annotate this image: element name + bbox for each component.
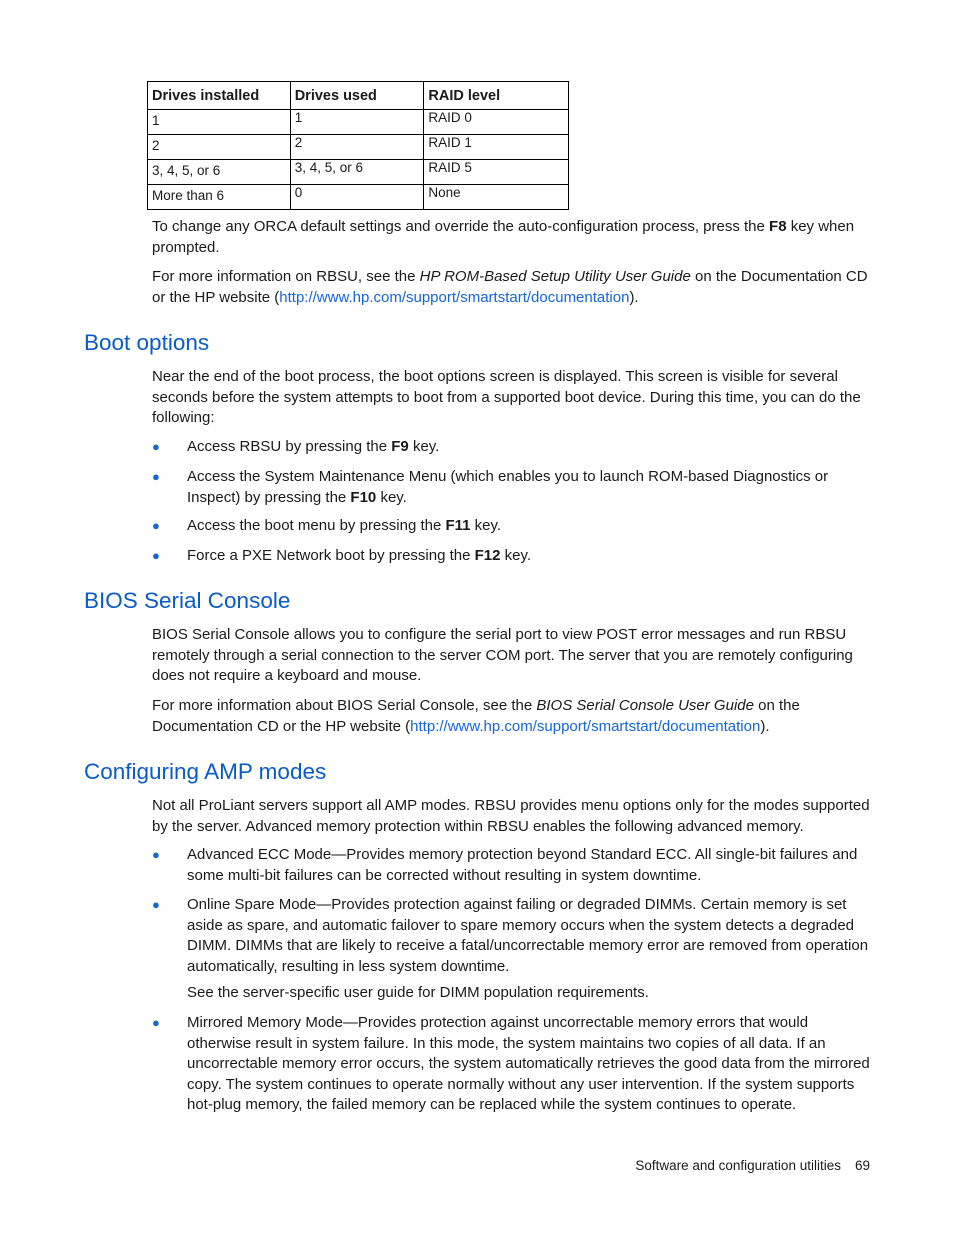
text-segment: For more information about BIOS Serial Console, see the [152,697,537,714]
text-segment: For more information on RBSU, see the [152,268,420,285]
bios-serial-info-paragraph [152,696,872,737]
guide-title: HP ROM-Based Setup Utility User Guide [419,268,691,285]
bullet-icon: ● [152,548,160,563]
key-label: F8 [769,218,787,235]
list-item-text [187,467,872,508]
list-item-text: Mirrored Memory Mode—Provides protection against uncorrectable memory errors that would otherwise result in system failure. In this mode, the system maintains two copies of all data. If an uncorrectable memory error occurs, the system automatically retrieves the good data from the mirrored copy. The system continues to operate normally without any user intervention. If the system supports hot-plug memory, the failed memory can be replaced while the system continues to operate. [187,1014,870,1113]
text-segment: Force a PXE Network boot by pressing the [187,547,475,564]
boot-options-paragraph: Near the end of the boot process, the boot options screen is displayed. This screen is visible for several seconds before the system attempts to boot from a supported boot device. During this time, you can do the following: [152,368,861,426]
key-label: F11 [445,517,471,534]
text-segment: ). [629,288,639,306]
configuring-amp-modes-heading: Configuring AMP modes [84,759,327,784]
table-row [148,110,569,135]
footer-section-title: Software and configuration utilities [635,1158,841,1173]
key-label: F9 [391,438,409,455]
table-cell: 0 [290,185,424,210]
table-cell: 1 [290,110,424,135]
list-item-text [187,437,872,458]
bullet-icon: ● [152,897,160,912]
page-number: 69 [854,1158,870,1173]
text-segment: ). [760,717,770,735]
bullet-icon: ● [152,439,160,454]
table-cell: RAID 5 [424,160,569,185]
text-segment: Access RBSU by pressing the [187,438,392,455]
text-segment: To change any ORCA default settings and override the auto-configuration process, press the [152,218,770,235]
hp-documentation-link[interactable]: http://www.hp.com/support/smartstart/documentation [279,288,630,306]
bullet-icon: ● [152,469,160,484]
text-segment: key when prompted. [152,218,855,256]
page-footer [635,1158,870,1173]
table-row [148,185,569,210]
list-item-text [187,546,872,567]
list-item-text [187,516,872,537]
text-segment: Access the System Maintenance Menu (which enables you to launch ROM-based Diagnostics or Inspect) by pressing the [187,468,829,506]
key-label: F10 [350,488,377,506]
bullet-icon: ● [152,518,160,533]
raid-table [147,81,569,210]
text-segment: Access the boot menu by pressing the [187,517,446,534]
table-cell: 2 [148,135,291,160]
bullet-icon: ● [152,1015,160,1030]
table-header: Drives used [290,82,424,110]
bios-serial-console-heading: BIOS Serial Console [84,588,291,613]
table-cell: 3, 4, 5, or 6 [148,160,291,185]
table-row [148,160,569,185]
list-item-text: Online Spare Mode—Provides protection against failing or degraded DIMMs. Certain memory is set aside as spare, and automatic failover to spare memory occurs when the system detects a degraded DIMM. DIMMs that are likely to receive a fatal/uncorrectable memory error are removed from operation automatically, resulting in less system downtime. [187,896,869,975]
bullet-icon: ● [152,847,160,862]
online-spare-note: See the server-specific user guide for DIMM population requirements. [187,984,649,1001]
text-segment: key. [470,517,502,534]
rbsu-info-paragraph [152,267,872,308]
key-label: F12 [474,547,501,564]
bios-serial-paragraph: BIOS Serial Console allows you to configure the serial port to view POST error messages and run RBSU remotely through a serial connection to the server COM port. The server that you are remotely configuring does not require a keyboard and mouse. [152,626,853,684]
table-header: RAID level [424,82,569,110]
boot-options-heading: Boot options [84,330,210,355]
table-cell: More than 6 [148,185,291,210]
table-row [148,135,569,160]
text-segment: key. [408,438,440,455]
text-segment: key. [500,547,532,564]
table-cell: RAID 1 [424,135,569,160]
table-cell: None [424,185,569,210]
text-segment: key. [376,488,407,506]
amp-paragraph: Not all ProLiant servers support all AMP modes. RBSU provides menu options only for the modes supported by the server. Advanced memory protection within RBSU enables the following advanced memory. [152,797,870,835]
orca-paragraph [152,217,872,258]
table-cell: RAID 0 [424,110,569,135]
list-item-text: Advanced ECC Mode—Provides memory protection beyond Standard ECC. All single-bit failures and some multi-bit failures can be corrected without resulting in system downtime. [187,846,858,884]
guide-title: BIOS Serial Console User Guide [536,697,754,714]
table-header-row [148,82,569,110]
table-cell: 2 [290,135,424,160]
text-segment: on the Documentation CD or the HP website ( [152,268,868,306]
hp-documentation-link[interactable]: http://www.hp.com/support/smartstart/documentation [410,717,761,735]
text-segment: on the Documentation CD or the HP website ( [152,697,800,735]
table-header: Drives installed [148,82,291,110]
table-cell: 3, 4, 5, or 6 [290,160,424,185]
table-cell: 1 [148,110,291,135]
